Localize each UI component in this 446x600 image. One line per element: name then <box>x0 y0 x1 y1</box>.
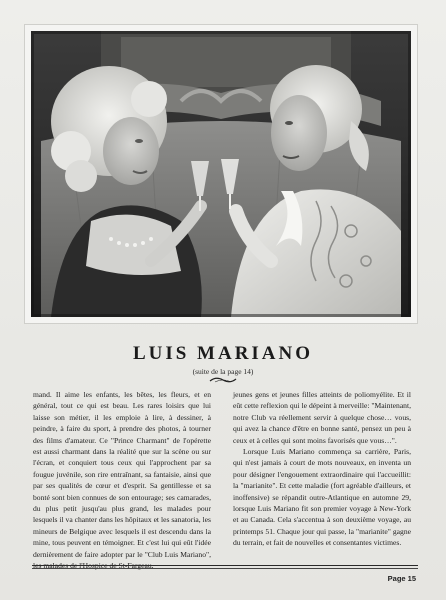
film-still-photo <box>31 31 411 317</box>
article-title: LUIS MARIANO <box>132 343 314 364</box>
article-subtitle: (suite de la page 14) <box>192 367 254 376</box>
footer-rule-bottom <box>32 568 418 569</box>
text-column-left <box>33 389 211 572</box>
page-number: Page 15 <box>387 574 416 583</box>
photo-illustration <box>31 31 411 317</box>
right-column-paragraph-2: Lorsque Luis Mariano commença sa carrière, Paris, qui n'est jamais à court de mots nouveaux, en inventa un pour désigner l'engouement extraordinaire qui l'accueillit: la "marianite". Et cette maladie (fort agréable d'ailleurs, et inoffensive) se répandit outre-Atlantique en automne 29, lorsque Luis Mariano fit son premier voyage à New-York et au Canada. Cela s'accentua à son deuxième voyage, au printemps 51. Chaque jour qui passe, la "marianite" gagne du terrain, et fait de nouvelles et consentantes victimes. <box>233 447 411 548</box>
right-column-paragraph-1: jeunes gens et jeunes filles atteints de poliomyélite. Et il eût cette reflexion qui le dépeint à merveille: "Maintenant, notre Club va réellement servir à quelque chose… vous, qui avez la chance d'être en bonne santé, pensez un peu à ceux et à celles qui sont moins favorisés que vous…". <box>233 390 411 445</box>
footer-rule-top <box>32 565 418 566</box>
ornament-swash-icon <box>209 375 237 385</box>
text-column-right <box>233 389 411 549</box>
photo-frame <box>24 24 418 324</box>
left-column-paragraph: mand. Il aime les enfants, les bêtes, les fleurs, et en général, tout ce qui est beau. Les rares loisirs que lui laisse son métier, il les emploie à lire, à dessiner, à peindre, à faire du sport, à prendre des photos, à tourner des films d'amateur. Ce "Prince Charmant" de l'opérette est aussi charmant dans la réalité que sur la scène ou sur l'écran, et conquiert tous ceux qui l'approchent par sa fougue juvénile, son rire entraînant, sa fantaisie, ainsi que par ses qualités de cœur et d'esprit. Sa gentillesse et sa bonté sont bien connues de son entourage; ses camarades, du plus petit jusqu'au plus grand, les malades pour lesquels il va chanter dans les hôpitaux et les sanatoria, les mineurs de Belgique avec lesquels il est descendu dans la mine, tous peuvent en témoigner. Et c'est lui qui eût l'idée dernièrement de faire adopter par le "Club Luis Mariano", les malades de l'Hospice de St-Fargeau, <box>33 390 211 571</box>
